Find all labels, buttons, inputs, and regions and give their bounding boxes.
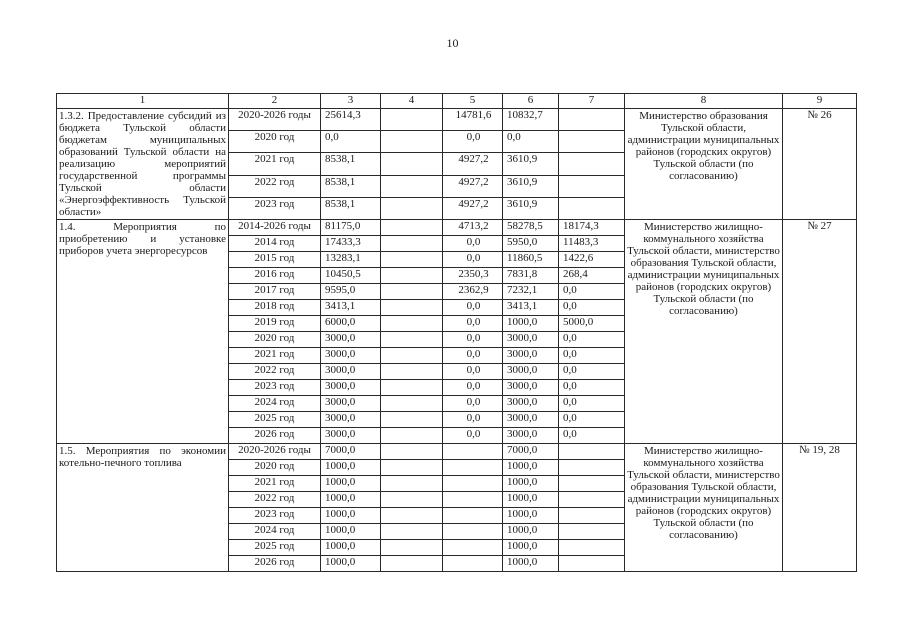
local-cell: 3413,1 (503, 300, 559, 316)
regional-cell: 0,0 (443, 332, 503, 348)
regional-cell (443, 508, 503, 524)
column-header: 1 (57, 94, 229, 109)
federal-cell (381, 236, 443, 252)
total-cell: 3000,0 (321, 380, 381, 396)
federal-cell (381, 332, 443, 348)
column-header: 9 (783, 94, 857, 109)
local-cell: 7831,8 (503, 268, 559, 284)
period-cell: 2015 год (229, 252, 321, 268)
indicator-ref-cell: № 19, 28 (783, 444, 857, 572)
federal-cell (381, 460, 443, 476)
period-cell: 2020 год (229, 131, 321, 153)
local-cell: 3000,0 (503, 348, 559, 364)
local-cell: 3000,0 (503, 428, 559, 444)
total-cell: 1000,0 (321, 476, 381, 492)
other-cell (559, 109, 625, 131)
federal-cell (381, 316, 443, 332)
period-cell: 2017 год (229, 284, 321, 300)
table-row (57, 109, 857, 131)
total-cell: 0,0 (321, 131, 381, 153)
page-number: 10 (446, 36, 459, 50)
regional-cell: 4927,2 (443, 175, 503, 197)
local-cell: 3610,9 (503, 175, 559, 197)
other-cell (559, 131, 625, 153)
total-cell: 1000,0 (321, 556, 381, 572)
federal-cell (381, 524, 443, 540)
regional-cell: 0,0 (443, 131, 503, 153)
total-cell: 8538,1 (321, 153, 381, 175)
regional-cell: 0,0 (443, 396, 503, 412)
other-cell: 268,4 (559, 268, 625, 284)
regional-cell: 0,0 (443, 364, 503, 380)
other-cell: 0,0 (559, 380, 625, 396)
total-cell: 7000,0 (321, 444, 381, 460)
local-cell: 7232,1 (503, 284, 559, 300)
federal-cell (381, 348, 443, 364)
federal-cell (381, 364, 443, 380)
local-cell: 3000,0 (503, 332, 559, 348)
other-cell (559, 492, 625, 508)
other-cell (559, 175, 625, 197)
other-cell (559, 460, 625, 476)
period-cell: 2024 год (229, 396, 321, 412)
federal-cell (381, 540, 443, 556)
regional-cell: 0,0 (443, 316, 503, 332)
federal-cell (381, 109, 443, 131)
total-cell: 13283,1 (321, 252, 381, 268)
local-cell: 1000,0 (503, 460, 559, 476)
regional-cell: 0,0 (443, 236, 503, 252)
other-cell: 0,0 (559, 300, 625, 316)
local-cell: 3000,0 (503, 364, 559, 380)
table-row (57, 444, 857, 460)
period-cell: 2023 год (229, 380, 321, 396)
regional-cell: 0,0 (443, 300, 503, 316)
regional-cell (443, 476, 503, 492)
period-cell: 2020 год (229, 332, 321, 348)
other-cell (559, 153, 625, 175)
regional-cell (443, 460, 503, 476)
total-cell: 1000,0 (321, 524, 381, 540)
column-header: 3 (321, 94, 381, 109)
period-cell: 2016 год (229, 268, 321, 284)
local-cell: 1000,0 (503, 540, 559, 556)
regional-cell: 0,0 (443, 428, 503, 444)
period-cell: 2014-2026 годы (229, 220, 321, 236)
total-cell: 1000,0 (321, 508, 381, 524)
other-cell (559, 444, 625, 460)
total-cell: 81175,0 (321, 220, 381, 236)
federal-cell (381, 300, 443, 316)
local-cell: 7000,0 (503, 444, 559, 460)
regional-cell (443, 492, 503, 508)
federal-cell (381, 153, 443, 175)
other-cell (559, 556, 625, 572)
period-cell: 2020-2026 годы (229, 109, 321, 131)
period-cell: 2021 год (229, 348, 321, 364)
regional-cell: 0,0 (443, 380, 503, 396)
federal-cell (381, 444, 443, 460)
federal-cell (381, 428, 443, 444)
column-header: 4 (381, 94, 443, 109)
period-cell: 2026 год (229, 428, 321, 444)
period-cell: 2021 год (229, 153, 321, 175)
regional-cell: 2362,9 (443, 284, 503, 300)
indicator-ref-cell: № 27 (783, 220, 857, 444)
regional-cell: 4927,2 (443, 153, 503, 175)
column-header: 5 (443, 94, 503, 109)
budget-table (56, 93, 857, 572)
responsible-cell: Министерство жилищно-коммунального хозяйства Тульской области, министерство образования Тульской области, администрации муниципальных районов (городских округов) Тульской области (по согласованию) (625, 220, 783, 444)
total-cell: 3413,1 (321, 300, 381, 316)
local-cell: 1000,0 (503, 556, 559, 572)
local-cell: 10832,7 (503, 109, 559, 131)
period-cell: 2023 год (229, 197, 321, 219)
activity-name-cell: 1.3.2. Предоставление субсидий из бюджета Тульской области бюджетам муниципальных образований Тульской области на реализацию мероприятий государственной программы Тульской области «Энергоэффективность Тульской области» (57, 109, 229, 220)
federal-cell (381, 380, 443, 396)
period-cell: 2022 год (229, 364, 321, 380)
total-cell: 17433,3 (321, 236, 381, 252)
other-cell (559, 540, 625, 556)
period-cell: 2020 год (229, 460, 321, 476)
local-cell: 3000,0 (503, 380, 559, 396)
total-cell: 25614,3 (321, 109, 381, 131)
other-cell: 1422,6 (559, 252, 625, 268)
other-cell: 0,0 (559, 348, 625, 364)
column-number-row (57, 94, 857, 109)
regional-cell (443, 556, 503, 572)
total-cell: 9595,0 (321, 284, 381, 300)
total-cell: 3000,0 (321, 348, 381, 364)
regional-cell: 0,0 (443, 348, 503, 364)
column-header: 7 (559, 94, 625, 109)
total-cell: 6000,0 (321, 316, 381, 332)
regional-cell (443, 524, 503, 540)
period-cell: 2025 год (229, 540, 321, 556)
total-cell: 3000,0 (321, 396, 381, 412)
period-cell: 2022 год (229, 175, 321, 197)
other-cell (559, 476, 625, 492)
other-cell: 18174,3 (559, 220, 625, 236)
period-cell: 2021 год (229, 476, 321, 492)
total-cell: 1000,0 (321, 460, 381, 476)
regional-cell: 0,0 (443, 252, 503, 268)
local-cell: 11860,5 (503, 252, 559, 268)
other-cell: 11483,3 (559, 236, 625, 252)
total-cell: 1000,0 (321, 540, 381, 556)
other-cell (559, 508, 625, 524)
period-cell: 2022 год (229, 492, 321, 508)
period-cell: 2026 год (229, 556, 321, 572)
local-cell: 1000,0 (503, 316, 559, 332)
responsible-cell: Министерство образования Тульской области, администрации муниципальных районов (городских округов) Тульской области (по согласованию) (625, 109, 783, 220)
regional-cell: 14781,6 (443, 109, 503, 131)
local-cell: 5950,0 (503, 236, 559, 252)
activity-name-cell: 1.5. Мероприятия по экономии котельно-печного топлива (57, 444, 229, 572)
other-cell (559, 197, 625, 219)
period-cell: 2025 год (229, 412, 321, 428)
federal-cell (381, 412, 443, 428)
regional-cell: 4927,2 (443, 197, 503, 219)
total-cell: 3000,0 (321, 412, 381, 428)
column-header: 2 (229, 94, 321, 109)
regional-cell (443, 540, 503, 556)
federal-cell (381, 175, 443, 197)
other-cell: 0,0 (559, 412, 625, 428)
local-cell: 1000,0 (503, 476, 559, 492)
indicator-ref-cell: № 26 (783, 109, 857, 220)
federal-cell (381, 252, 443, 268)
federal-cell (381, 268, 443, 284)
period-cell: 2014 год (229, 236, 321, 252)
other-cell: 0,0 (559, 332, 625, 348)
total-cell: 3000,0 (321, 428, 381, 444)
activity-name-cell: 1.4. Мероприятия по приобретению и установке приборов учета энергоресурсов (57, 220, 229, 444)
federal-cell (381, 396, 443, 412)
federal-cell (381, 492, 443, 508)
other-cell: 0,0 (559, 396, 625, 412)
total-cell: 1000,0 (321, 492, 381, 508)
local-cell: 3000,0 (503, 396, 559, 412)
local-cell: 1000,0 (503, 492, 559, 508)
total-cell: 3000,0 (321, 364, 381, 380)
federal-cell (381, 476, 443, 492)
other-cell: 0,0 (559, 428, 625, 444)
federal-cell (381, 508, 443, 524)
period-cell: 2023 год (229, 508, 321, 524)
regional-cell (443, 444, 503, 460)
table-body (57, 94, 857, 572)
local-cell: 1000,0 (503, 508, 559, 524)
local-cell: 3000,0 (503, 412, 559, 428)
total-cell: 8538,1 (321, 197, 381, 219)
federal-cell (381, 220, 443, 236)
other-cell (559, 524, 625, 540)
period-cell: 2024 год (229, 524, 321, 540)
total-cell: 10450,5 (321, 268, 381, 284)
column-header: 8 (625, 94, 783, 109)
total-cell: 3000,0 (321, 332, 381, 348)
column-header: 6 (503, 94, 559, 109)
federal-cell (381, 131, 443, 153)
federal-cell (381, 556, 443, 572)
other-cell: 0,0 (559, 364, 625, 380)
other-cell: 5000,0 (559, 316, 625, 332)
federal-cell (381, 284, 443, 300)
other-cell: 0,0 (559, 284, 625, 300)
period-cell: 2020-2026 годы (229, 444, 321, 460)
local-cell: 0,0 (503, 131, 559, 153)
responsible-cell: Министерство жилищно-коммунального хозяйства Тульской области, министерство образования Тульской области, администрации муниципальных районов (городских округов) Тульской области (по согласованию) (625, 444, 783, 572)
federal-cell (381, 197, 443, 219)
regional-cell: 0,0 (443, 412, 503, 428)
period-cell: 2018 год (229, 300, 321, 316)
local-cell: 3610,9 (503, 153, 559, 175)
table-row (57, 220, 857, 236)
local-cell: 1000,0 (503, 524, 559, 540)
local-cell: 3610,9 (503, 197, 559, 219)
period-cell: 2019 год (229, 316, 321, 332)
regional-cell: 2350,3 (443, 268, 503, 284)
local-cell: 58278,5 (503, 220, 559, 236)
total-cell: 8538,1 (321, 175, 381, 197)
regional-cell: 4713,2 (443, 220, 503, 236)
